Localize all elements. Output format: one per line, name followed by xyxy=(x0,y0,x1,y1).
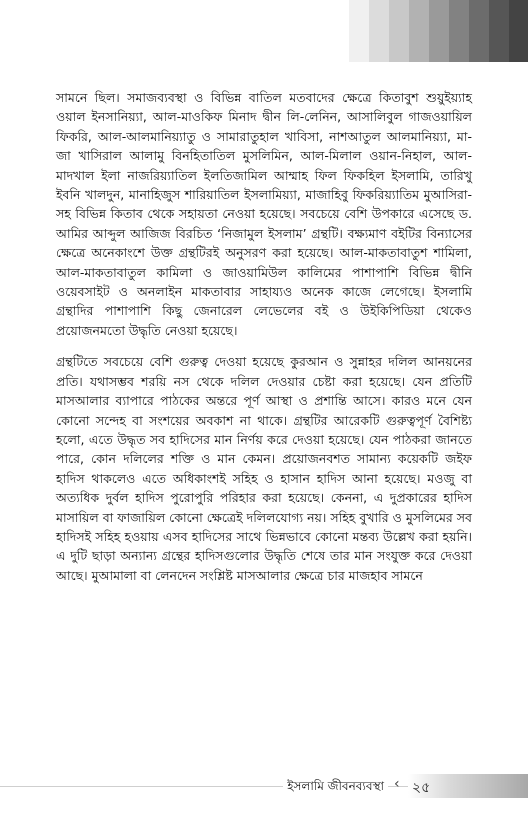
running-title: ইসলামি জীবনব্যবস্থা xyxy=(283,778,388,798)
chevron-left-icon: ‹ xyxy=(394,776,400,792)
body-text xyxy=(56,88,472,597)
paragraph-1: সামনে ছিল। সমাজব্যবস্থা ও বিভিন্ন বাতিল মতবাদের ক্ষেত্রে কিতাবুশ শুয়ুইয়্যাহ ওয়াল ইনসানিয়্যা, আল-মাওকিফ মিনাদ দ্বীন লি-লেনিন, আসালিবুল গাজওয়ায়িল ফিকরি, আল-আলমানিয়্যাতু ও সামারাতুহাল খাবিসা, নাশআতুল আলমানিয়্যা, মা-জা খাসিরাল আলামু বিনহিতাতিল মুসলিমিন, আল-মিলাল ওয়ান-নিহাল, আল-মাদখাল ইলা নাজরিয়্যাতিল ইলতিজামিল আম্মাহ ফিল ফিকহিল ইসলামি, তারিখু ইবনি খালদুন, মানাহিজুস শারিয়াতিল ইসলামিয়্যা, মাজাহিবু ফিকরিয়্যাতিম মুআসিরা-সহ বিভিন্ন কিতাব থেকে সহায়তা নেওয়া হয়েছে। সবচেয়ে বেশি উপকারে এসেছে ড. আমির আব্দুল আজিজ বিরচিত ‘নিজামুল ইসলাম’ গ্রন্থটি। বক্ষ্যমাণ বইটির বিন্যাসের ক্ষেত্রে অনেকাংশে উক্ত গ্রন্থটিরই অনুসরণ করা হয়েছে। আল-মাকতাবাতুশ শামিলা, আল-মাকতাবাতুল কামিলা ও জাওয়ামিউল কালিমের পাশাপাশি বিভিন্ন দ্বীনি ওয়েবসাইট ও অনলাইন মাকতাবার সাহায্যও অনেক কাজে লেগেছে। ইসলামি গ্রন্থাদির পাশাপাশি কিছু জেনারেল লেভেলের বই ও উইকিপিডিয়া থেকেও প্রয়োজনমতো উদ্ধৃতি নেওয়া হয়েছে। xyxy=(56,90,472,338)
page-number: ২৫ xyxy=(412,780,431,796)
page-footer xyxy=(0,770,528,804)
header-gradient-stripes xyxy=(349,0,528,62)
paragraph-2: গ্রন্থটিতে সবচেয়ে বেশি গুরুত্ব দেওয়া হয়েছে কুরআন ও সুন্নাহর দলিল আনয়নের প্রতি। যথাসম্ভব শরয়ি নস থেকে দলিল দেওয়ার চেষ্টা করা হয়েছে। যেন প্রতিটি মাসআলার ব্যাপারে পাঠকের অন্তরে পূর্ণ আস্থা ও প্রশান্তি আসে। কারও মনে যেন কোনো সন্দেহ বা সংশয়ের অবকাশ না থাকে। গ্রন্থটির আরেকটি গুরুত্বপূর্ণ বৈশিষ্ট্য হলো, এতে উদ্ধৃত সব হাদিসের মান নির্ণয় করে দেওয়া হয়েছে। যেন পাঠকরা জানতে পারে, কোন দলিলের শক্তি ও মান কেমন। প্রয়োজনবশত সামান্য কয়েকটি জইফ হাদিস থাকলেও এতে অধিকাংশই সহিহ ও হাসান হাদিস আনা হয়েছে। মওজু বা অত্যধিক দুর্বল হাদিস পুরোপুরি পরিহার করা হয়েছে। কেননা, এ দুপ্রকারের হাদিস মাসায়িল বা ফাজায়িল কোনো ক্ষেত্রেই দলিলযোগ্য নয়। সহিহ বুখারি ও মুসলিমের সব হাদিসই সহিহ হওয়ায় এসব হাদিসের সাথে ভিন্নভাবে কোনো মন্তব্য উল্লেখ করা হয়নি। এ দুটি ছাড়া অন্যান্য গ্রন্থের হাদিসগুলোর উদ্ধৃতি শেষে তার মান সংযুক্ত করে দেওয়া আছে। মুআমালা বা লেনদেন সংশ্লিষ্ট মাসআলার ক্ষেত্রে চার মাজহাব সামনে xyxy=(56,354,472,583)
